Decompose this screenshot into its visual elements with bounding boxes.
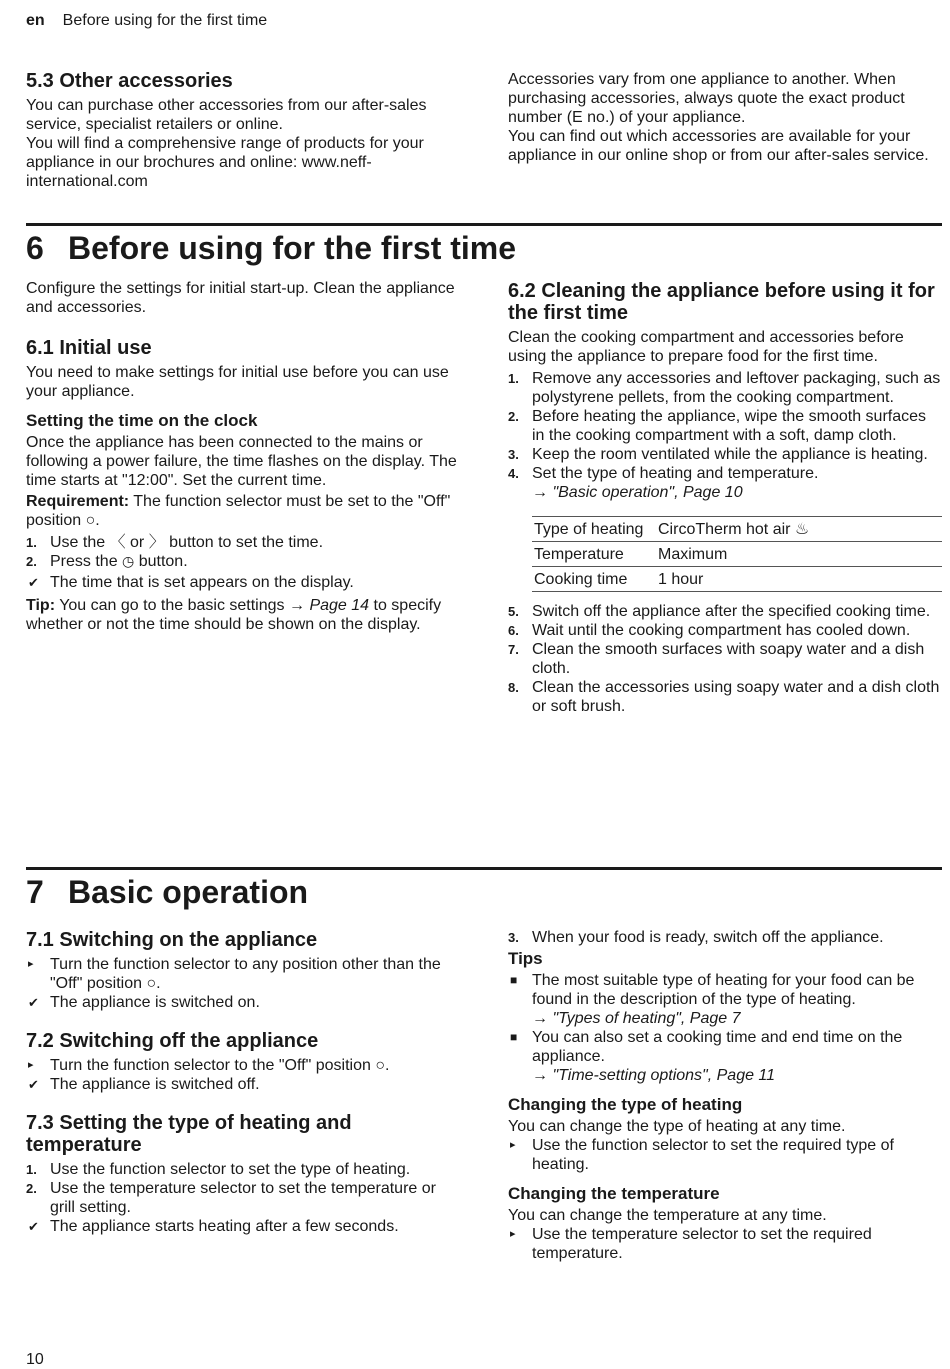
list-item: 3. When your food is ready, switch off the appliance. <box>508 929 884 946</box>
square-bullet-icon: ■ <box>510 1030 518 1044</box>
step-list <box>26 1160 458 1217</box>
paragraph: You can change the type of heating at any time. <box>508 1118 846 1135</box>
step-list <box>26 533 458 571</box>
subheading: Changing the temperature <box>508 1184 720 1203</box>
tips-heading: Tips <box>508 949 543 968</box>
step-list <box>508 928 942 947</box>
result: ✔ The appliance is switched on. <box>28 994 260 1011</box>
result: ✔ The appliance starts heating after a few seconds. <box>28 1218 399 1235</box>
list-item: 7. Clean the smooth surfaces with soapy water and a dish cloth. <box>508 641 925 677</box>
list-item: 1. Use the 〈 or 〉 button to set the time. <box>26 534 324 551</box>
action-item: ▸ Turn the function selector to any position other than the "Off" position ○. <box>28 956 441 992</box>
chapter-rule <box>26 223 942 226</box>
action-item: ▸ Use the function selector to set the required type of heating. <box>510 1137 894 1173</box>
paragraph: Clean the cooking compartment and accessories before using the appliance to prepare food for the first time. <box>508 329 904 365</box>
list-item: 1. Use the function selector to set the type of heating. <box>26 1161 411 1178</box>
check-icon: ✔ <box>28 575 39 590</box>
page-reference: → "Basic operation", Page 10 <box>532 484 743 501</box>
language-code: en <box>26 12 45 29</box>
requirement: Requirement: The function selector must be set to the "Off" position ○. <box>26 493 451 529</box>
result: ✔ The time that is set appears on the display. <box>28 574 354 591</box>
tip: Tip: You can go to the basic settings → Page 14 to specify whether or not the time should be shown on the display. <box>26 597 442 633</box>
page-reference: → "Types of heating", Page 7 <box>532 1010 741 1027</box>
settings-table <box>532 516 942 592</box>
step-list <box>508 602 942 716</box>
table-row: Cooking time 1 hour <box>532 567 942 592</box>
page-number: 10 <box>26 1351 44 1368</box>
triangle-bullet-icon: ▸ <box>510 1228 516 1240</box>
chapter-title: 7 Basic operation <box>26 874 309 910</box>
action-item: ▸ Turn the function selector to the "Off" position ○. <box>28 1057 390 1074</box>
triangle-bullet-icon: ▸ <box>510 1139 516 1151</box>
list-item: 4. Set the type of heating and temperature. → "Basic operation", Page 10 <box>508 465 819 501</box>
tip-item: ■ The most suitable type of heating for your food can be found in the description of the type of heating. → "Types of heating", Page 7 <box>510 972 915 1027</box>
paragraph: Accessories vary from one appliance to another. When purchasing accessories, always quote the exact product number (E no.) of your appliance. <box>508 71 905 126</box>
table-row: Type of heating CircoTherm hot air ♨ <box>532 517 942 542</box>
section-heading: 7.3 Setting the type of heating and temperature <box>26 1112 352 1156</box>
list-item: 2. Before heating the appliance, wipe the smooth surfaces in the cooking compartment with a soft, damp cloth. <box>508 408 927 444</box>
result: ✔ The appliance is switched off. <box>28 1076 260 1093</box>
section-heading: 6.1 Initial use <box>26 337 152 359</box>
paragraph: You can find out which accessories are available for your appliance in our online shop or from our after-sales service. <box>508 128 929 164</box>
header-title: Before using for the first time <box>62 12 268 29</box>
section-heading: 7.2 Switching off the appliance <box>26 1030 319 1052</box>
section-heading: 5.3 Other accessories <box>26 70 233 92</box>
paragraph: You can purchase other accessories from our after-sales service, specialist retailers or online. <box>26 97 427 133</box>
tip-item: ■ You can also set a cooking time and end time on the appliance. → "Time-setting options", Page 11 <box>510 1029 903 1084</box>
list-item: 1. Remove any accessories and leftover packaging, such as polystyrene pellets, from the cooking compartment. <box>508 370 941 406</box>
check-icon: ✔ <box>28 995 39 1010</box>
clock-icon: ◷ <box>122 553 135 569</box>
page-reference: Page 14 <box>309 597 370 614</box>
list-item: 3. Keep the room ventilated while the appliance is heating. <box>508 446 928 463</box>
running-header <box>26 11 267 30</box>
triangle-bullet-icon: ▸ <box>28 958 34 970</box>
triangle-bullet-icon: ▸ <box>28 1059 34 1071</box>
chapter-rule <box>26 867 942 870</box>
list-item: 5. Switch off the appliance after the specified cooking time. <box>508 603 931 620</box>
paragraph: You can change the temperature at any time. <box>508 1207 827 1224</box>
square-bullet-icon: ■ <box>510 973 518 987</box>
step-list <box>508 369 942 502</box>
chapter-7-right <box>508 928 942 1263</box>
paragraph: Once the appliance has been connected to the mains or following a power failure, the time flashes on the display. The time starts at "12:00". Set the current time. <box>26 434 457 489</box>
section-5-3-left <box>26 70 458 191</box>
subheading: Setting the time on the clock <box>26 411 258 430</box>
list-item: 8. Clean the accessories using soapy water and a dish cloth or soft brush. <box>508 679 940 715</box>
action-item: ▸ Use the temperature selector to set the required temperature. <box>510 1226 872 1262</box>
paragraph: You need to make settings for initial use before you can use your appliance. <box>26 364 449 400</box>
section-heading: 6.2 Cleaning the appliance before using it for the first time <box>508 280 935 324</box>
chapter-6-right <box>508 280 942 716</box>
check-icon: ✔ <box>28 1219 39 1234</box>
list-item: 2. Use the temperature selector to set the temperature or grill setting. <box>26 1180 436 1216</box>
paragraph: You will find a comprehensive range of products for your appliance in our brochures and online: www.neff-international.com <box>26 135 424 190</box>
page-reference: → "Time-setting options", Page 11 <box>532 1067 776 1084</box>
chapter-6-left <box>26 279 458 634</box>
subheading: Changing the type of heating <box>508 1095 743 1114</box>
list-item: 2. Press the ◷ button. <box>26 553 188 570</box>
chapter-7-left <box>26 929 458 1236</box>
chapter-title: 6 Before using for the first time <box>26 230 517 266</box>
section-5-3-right <box>508 70 940 165</box>
list-item: 6. Wait until the cooking compartment has cooled down. <box>508 622 911 639</box>
chapter-intro: Configure the settings for initial start-up. Clean the appliance and accessories. <box>26 280 455 316</box>
check-icon: ✔ <box>28 1077 39 1092</box>
table-row: Temperature Maximum <box>532 542 942 567</box>
section-heading: 7.1 Switching on the appliance <box>26 929 318 951</box>
